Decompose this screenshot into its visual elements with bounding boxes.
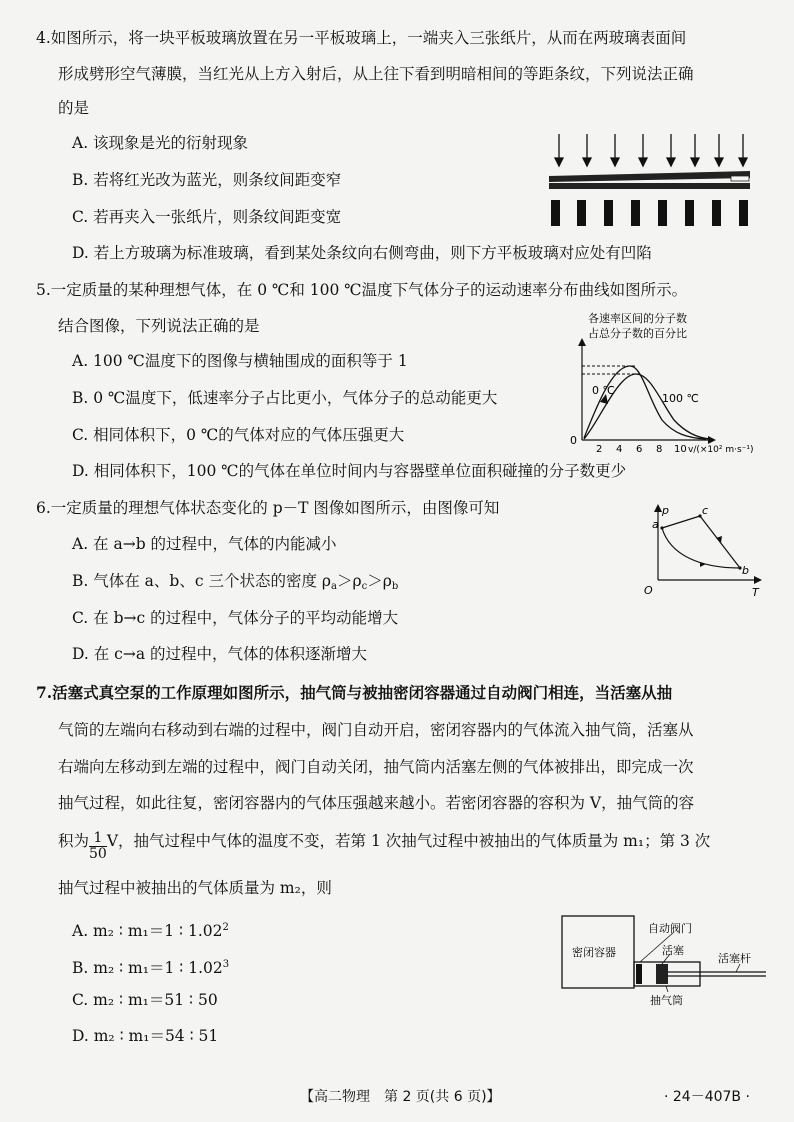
piston-label: 活塞 [662, 944, 684, 957]
fraction-1-50: $\frac{1}{50}$ [89, 830, 107, 862]
speed-distribution-chart [566, 308, 766, 458]
piston-rod-label: 活塞杆 [718, 952, 751, 965]
q7-stem-line1: 7.活塞式真空泵的工作原理如图所示，抽气筒与被抽密闭容器通过自动阀门相连，当活塞从抽 [36, 683, 673, 702]
x-tick-4: 4 [616, 444, 623, 455]
q4-stem-line2: 形成劈形空气薄膜，当红光从上方入射后，从上往下看到明暗相间的等距条纹，下列说法正确 [58, 65, 694, 83]
q5-option-a: A. 100 ℃温度下的图像与横轴围成的面积等于 1 [72, 352, 408, 370]
q6-stem: 6.一定质量的理想气体状态变化的 p－T 图像如图所示，由图像可知 [36, 499, 500, 517]
q7-stem-line2: 气筒的左端向右移动到右端的过程中，阀门自动开启，密闭容器内的气体流入抽气筒，活塞从 [58, 721, 694, 739]
chart-ylabel-line2: 占总分子数的百分比 [588, 327, 687, 340]
x-tick-10: 10 [674, 444, 687, 455]
label-0c: 0 ℃ [592, 384, 615, 397]
q7-option-d: D. m₂ ∶ m₁＝54 ∶ 51 [72, 1027, 219, 1045]
point-a-label: a [652, 518, 659, 531]
page-footer-code: · 24－407B · [664, 1089, 750, 1105]
wedge-film-figure [545, 130, 755, 230]
q5-option-b: B. 0 ℃温度下，低速率分子占比更小，气体分子的总动能更大 [72, 389, 498, 407]
segment-ca [662, 516, 700, 528]
q7-stem-line3: 右端向左移动到左端的过程中，阀门自动关闭，抽气筒内活塞左侧的气体被排出，即完成一次 [58, 758, 694, 776]
glass-plates [549, 171, 750, 189]
q7-option-a: A. m₂ ∶ m₁＝1 ∶ 1.02$^2$ [72, 922, 229, 940]
p-label: p [662, 504, 669, 517]
p-t-diagram [640, 500, 770, 600]
q7-stem-line5: 积为 $\frac{1}{50}$ V，抽气过程中气体的温度不变，若第 1 次抽气过程中被抽出的气体质量为 m₁；第 3 次 [58, 830, 711, 862]
chart-xlabel: v/(×10² m·s⁻¹) [688, 445, 754, 455]
q6-option-d: D. 在 c→a 的过程中，气体的体积逐渐增大 [72, 645, 367, 663]
point-b-label: b [742, 564, 749, 577]
q5-stem-line1: 5.一定质量的某种理想气体，在 0 ℃和 100 ℃温度下气体分子的运动速率分布曲线如图所示。 [36, 281, 688, 299]
q5-option-c: C. 相同体积下，0 ℃的气体对应的气体压强更大 [72, 426, 405, 444]
valve-label: 自动阀门 [648, 922, 692, 935]
interference-fringes [551, 200, 748, 226]
curve-ab [662, 528, 740, 568]
q4-option-c: C. 若再夹入一张纸片，则条纹间距变宽 [72, 208, 342, 226]
q7-stem-line4: 抽气过程，如此往复，密闭容器内的气体压强越来越小。若密闭容器的容积为 V，抽气筒的容 [58, 794, 695, 812]
x-tick-8: 8 [656, 444, 663, 455]
x-tick-2: 2 [596, 444, 603, 455]
incident-light-arrows [555, 134, 747, 166]
q6-option-c: C. 在 b→c 的过程中，气体分子的平均动能增大 [72, 609, 399, 627]
point-c-label: c [702, 504, 709, 517]
vacuum-pump-diagram [556, 912, 776, 1006]
q7-stem-line6: 抽气过程中被抽出的气体质量为 m₂，则 [58, 879, 332, 897]
x-tick-6: 6 [636, 444, 643, 455]
q4-option-a: A. 该现象是光的衍射现象 [72, 134, 249, 152]
t-label: T [752, 586, 759, 599]
pump-cylinder-label: 抽气筒 [650, 994, 683, 1006]
page-footer-center: 【高二物理 第 2 页(共 6 页)】 [300, 1089, 501, 1105]
q5-option-d: D. 相同体积下，100 ℃的气体在单位时间内与容器壁单位面积碰撞的分子数更少 [72, 462, 627, 480]
q4-stem-line3: 的是 [58, 99, 90, 117]
q4-option-b: B. 若将红光改为蓝光，则条纹间距变窄 [72, 171, 342, 189]
chart-ylabel-line1: 各速率区间的分子数 [588, 312, 687, 325]
q4-stem-line1: 4.如图所示，将一块平板玻璃放置在另一平板玻璃上，一端夹入三张纸片，从而在两玻璃表面间 [36, 29, 687, 47]
label-100c: 100 ℃ [662, 392, 699, 405]
piston [656, 964, 668, 984]
x-tick-labels [596, 444, 687, 455]
q7-option-b: B. m₂ ∶ m₁＝1 ∶ 1.02$^3$ [72, 959, 230, 977]
q6-option-b: B. 气体在 a、b、c 三个状态的密度 $\rho_a>\rho_c>\rho_b$ [72, 572, 399, 592]
sealed-container-label: 密闭容器 [572, 946, 616, 959]
q7-option-c: C. m₂ ∶ m₁＝51 ∶ 50 [72, 991, 218, 1009]
q5-stem-line2: 结合图像，下列说法正确的是 [58, 317, 260, 335]
valve [636, 964, 642, 984]
origin-label: O [644, 584, 653, 597]
q6-option-a: A. 在 a→b 的过程中，气体的内能减小 [72, 535, 337, 553]
q4-option-d: D. 若上方玻璃为标准玻璃，看到某处条纹向右侧弯曲，则下方平板玻璃对应处有凹陷 [72, 244, 652, 262]
chart-origin: 0 [570, 434, 577, 447]
